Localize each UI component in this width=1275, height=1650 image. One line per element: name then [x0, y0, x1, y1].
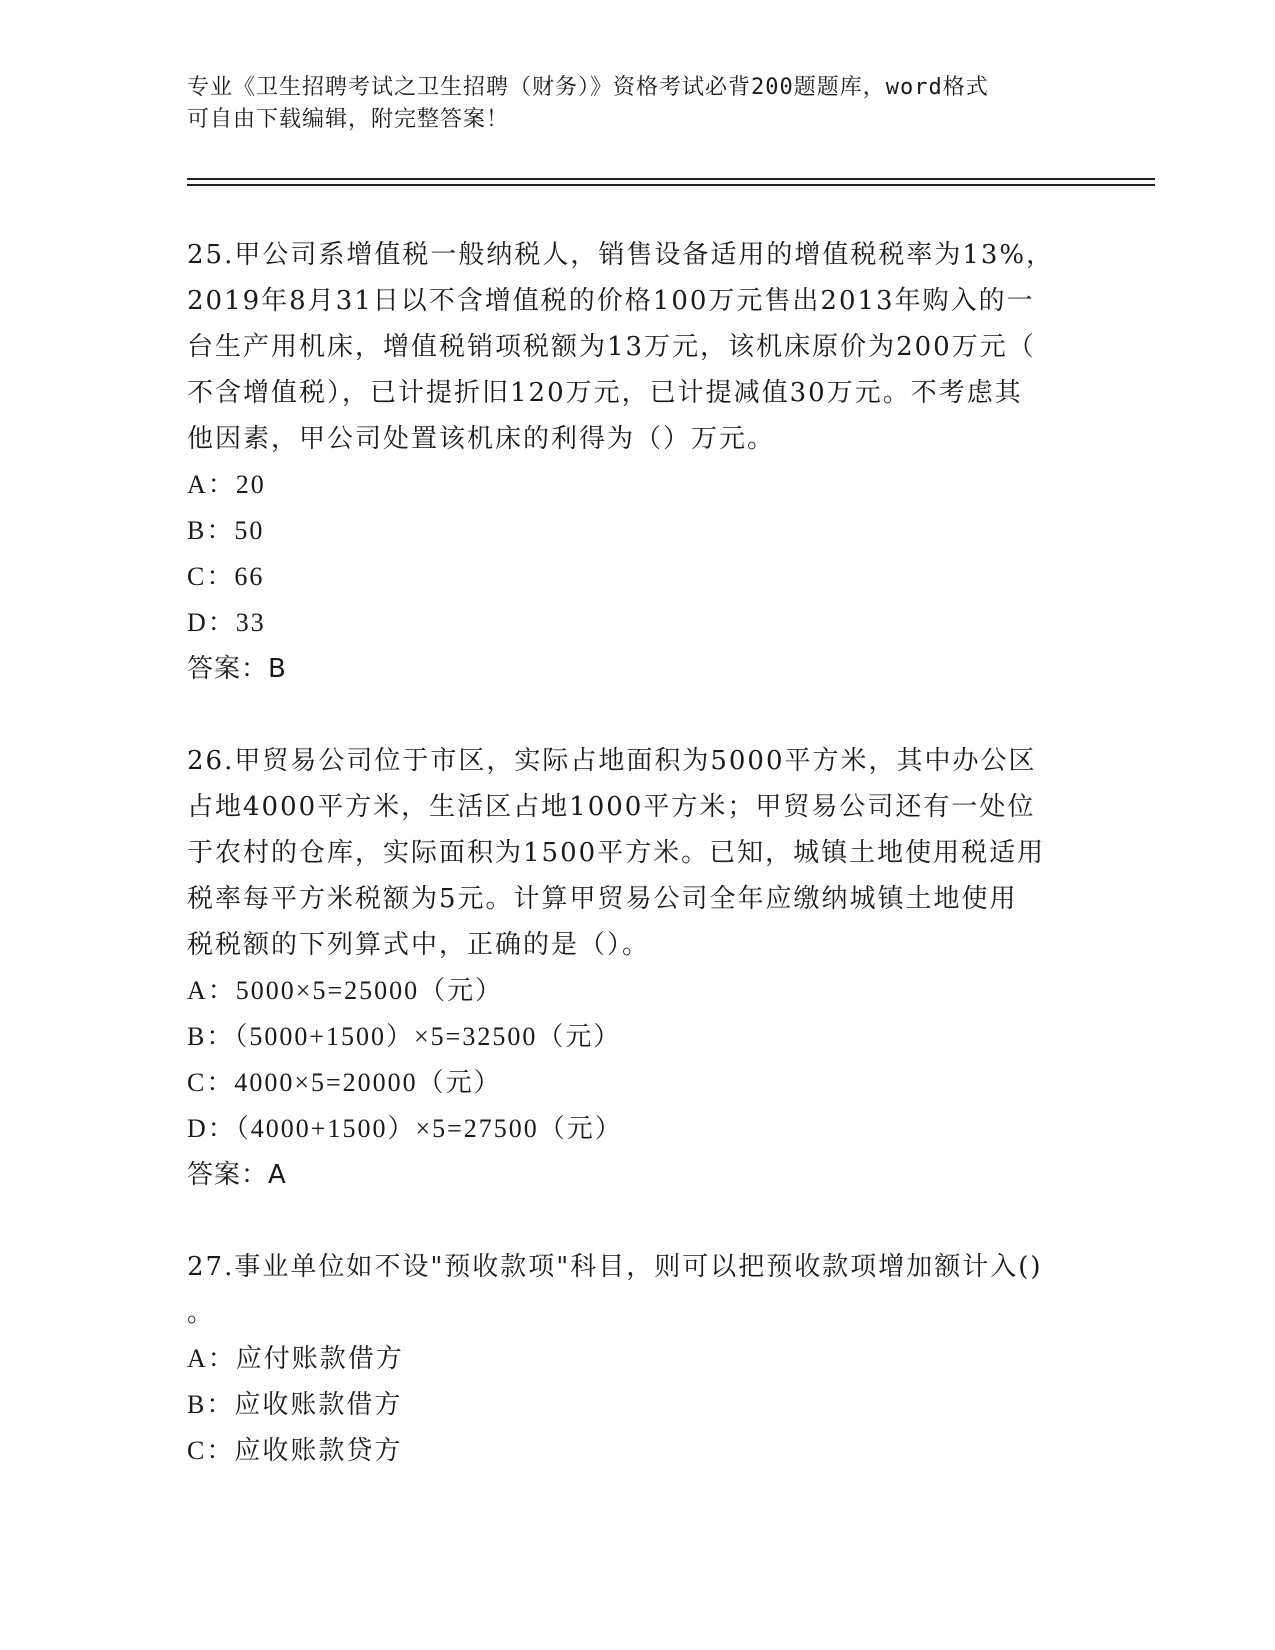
option-b: B：（5000+1500）×5=32500（元）: [187, 1022, 622, 1051]
answer-label: 答案：B: [187, 654, 287, 684]
option-b: B：50: [187, 516, 265, 545]
option-b: B：应收账款借方: [187, 1390, 403, 1419]
option-a: A：应付账款借方: [187, 1344, 404, 1373]
question-text-line: 2019年8月31日以不含增值税的价格100万元售出2013年购入的一: [187, 286, 1035, 316]
header-line: 专业《卫生招聘考试之卫生招聘（财务）》资格考试必背200题题库，word格式: [187, 75, 989, 100]
option-c: C：66: [187, 562, 265, 591]
option-c: C：应收账款贷方: [187, 1436, 403, 1465]
header-divider-top: [187, 178, 1155, 180]
question-25: [187, 232, 1087, 692]
question-text-line: 。: [187, 1298, 216, 1328]
option-a: A：5000×5=25000（元）: [187, 976, 504, 1005]
question-text-line: 27.事业单位如不设"预收款项"科目，则可以把预收款项增加额计入(): [187, 1252, 1043, 1282]
question-27: [187, 1244, 1087, 1474]
header-divider-bottom: [187, 184, 1155, 186]
question-text-line: 税税额的下列算式中，正确的是（）。: [187, 930, 651, 960]
answer-label: 答案：A: [187, 1160, 287, 1190]
question-list: [187, 232, 1087, 1520]
option-c: C：4000×5=20000（元）: [187, 1068, 502, 1097]
question-text-line: 他因素，甲公司处置该机床的利得为（）万元。: [187, 424, 776, 454]
question-text-line: 25.甲公司系增值税一般纳税人，销售设备适用的增值税税率为13%，: [187, 240, 1055, 270]
question-text-line: 台生产用机床，增值税销项税额为13万元，该机床原价为200万元（: [187, 332, 1036, 362]
document-header: [187, 72, 1087, 136]
option-d: D：33: [187, 608, 266, 637]
header-line: 可自由下载编辑，附完整答案！: [187, 107, 510, 132]
option-a: A：20: [187, 470, 266, 499]
question-text-line: 于农村的仓库，实际面积为1500平方米。已知，城镇土地使用税适用: [187, 838, 1046, 868]
question-text-line: 占地4000平方米，生活区占地1000平方米；甲贸易公司还有一处位: [187, 792, 1036, 822]
option-d: D：（4000+1500）×5=27500（元）: [187, 1114, 623, 1143]
question-text-line: 不含增值税），已计提折旧120万元，已计提减值30万元。不考虑其: [187, 378, 1023, 408]
question-text-line: 税率每平方米税额为5元。计算甲贸易公司全年应缴纳城镇土地使用: [187, 884, 1018, 914]
question-26: [187, 738, 1087, 1198]
question-text-line: 26.甲贸易公司位于市区，实际占地面积为5000平方米，其中办公区: [187, 746, 1037, 776]
